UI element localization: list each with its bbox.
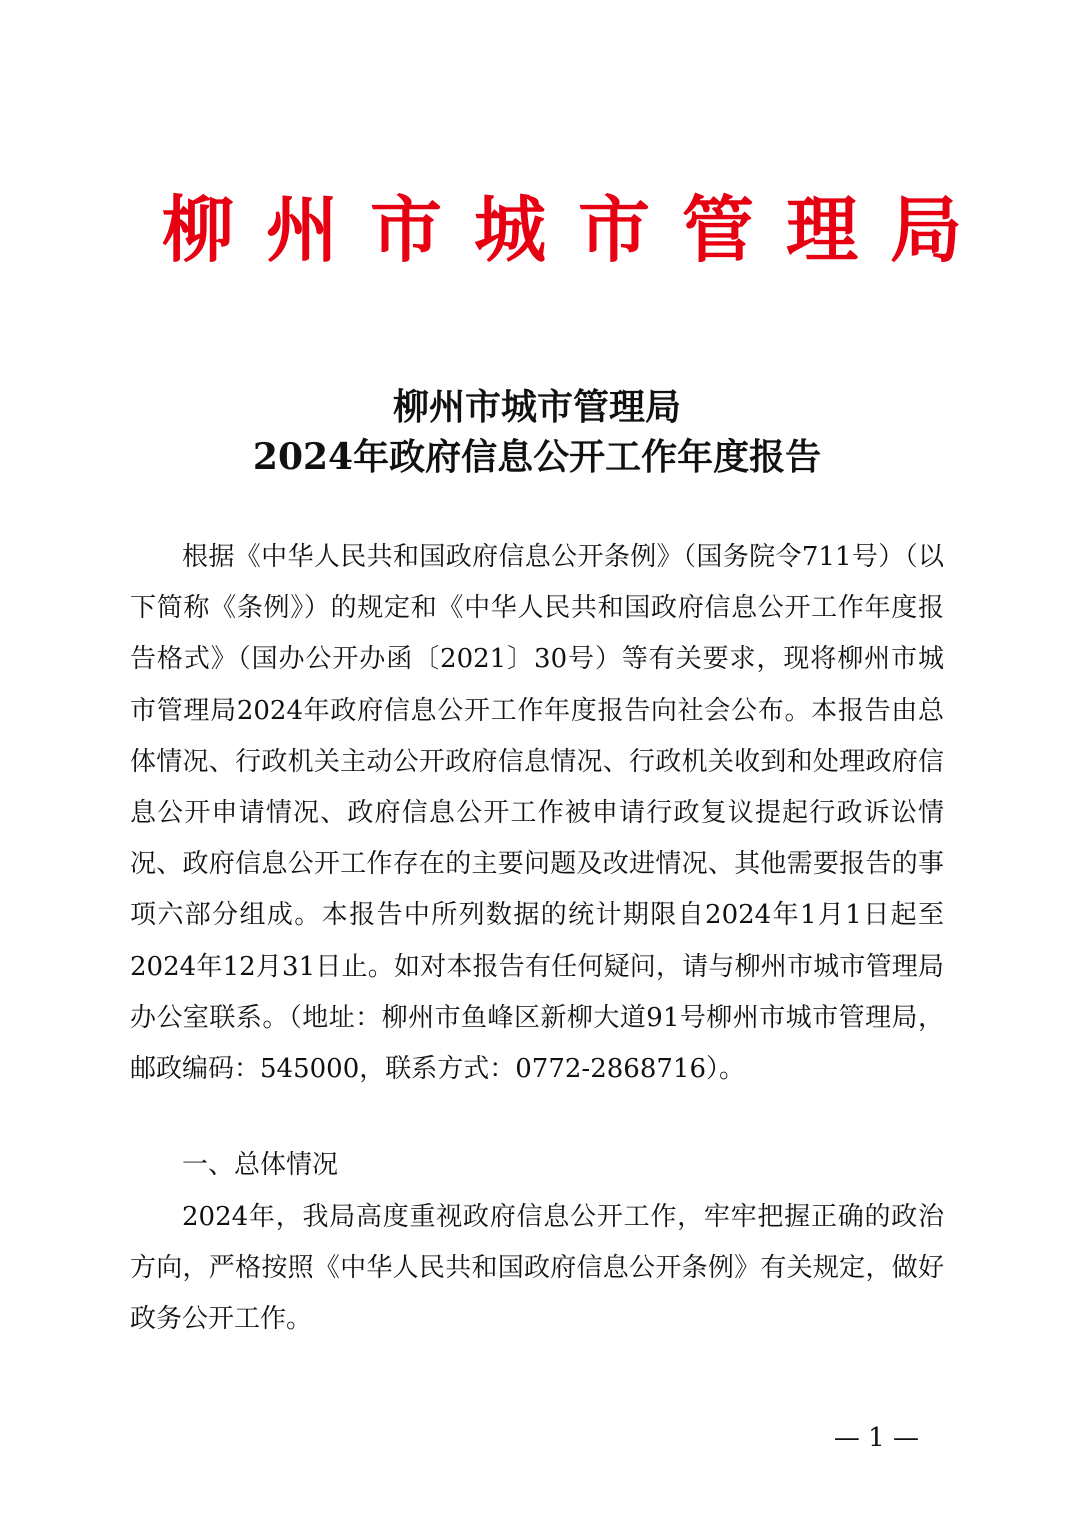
document-title-line-2: 2024年政府信息公开工作年度报告 xyxy=(252,436,822,478)
document-title-line-1: 柳州市城市管理局 xyxy=(392,386,681,428)
intro-paragraph: 根据《中华人民共和国政府信息公开条例》（国务院令711号）（以下简称《条例》）的规定和《中华人民共和国政府信息公开工作年度报告格式》（国办公开办函〔2021〕30号）等有关要求，现将柳州市城市管理局2024年政府信息公开工作年度报告向社会公布。本报告由总体情况、行政机关主动公开政府信息情况、行政机关收到和处理政府信息公开申请情况、政府信息公开工作被申请行政复议提起行政诉讼情况、政府信息公开工作存在的主要问题及改进情况、其他需要报告的事项六部分组成。本报告中所列数据的统计期限自2024年1月1日起至2024年12月31日止。如对本报告有任何疑问，请与柳州市城市管理局办公室联系。（地址：柳州市鱼峰区新柳大道91号柳州市城市管理局，邮政编码：545000，联系方式：0772-2868716）。 xyxy=(130,542,944,1085)
masthead-org-name: 柳州市城市管理局 xyxy=(162,188,995,272)
section-1-paragraph: 2024年，我局高度重视政府信息公开工作，牢牢把握正确的政治方向，严格按照《中华人民共和国政府信息公开条例》有关规定，做好政务公开工作。 xyxy=(130,1202,944,1335)
page-number: — 1 — xyxy=(833,1423,919,1453)
section-1-heading: 一、总体情况 xyxy=(182,1150,339,1180)
